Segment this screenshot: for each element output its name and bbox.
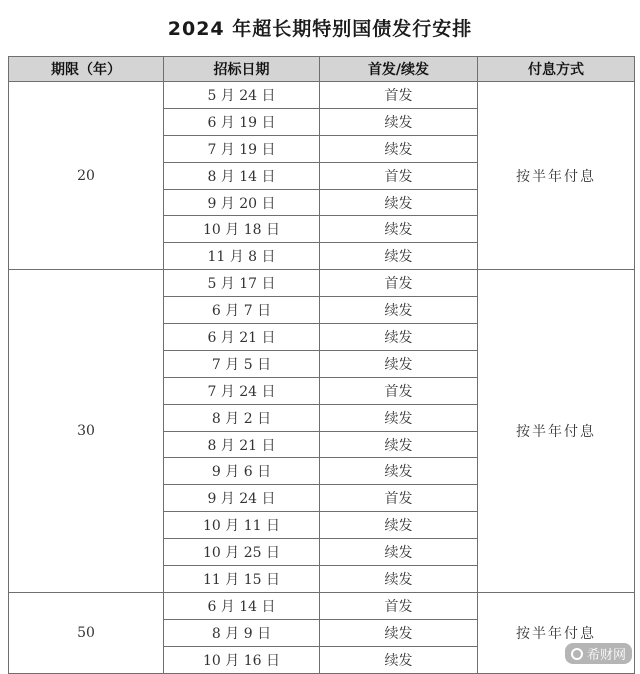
watermark <box>565 643 632 664</box>
date-cell: 10 月 16 日 <box>164 646 320 673</box>
payment-cell: 按半年付息 <box>478 270 635 593</box>
date-cell: 9 月 24 日 <box>164 485 320 512</box>
date-cell: 11 月 15 日 <box>164 566 320 593</box>
issue-type-cell: 续发 <box>320 646 478 673</box>
date-cell: 6 月 21 日 <box>164 324 320 351</box>
term-cell: 20 <box>9 82 164 270</box>
table-row <box>9 82 635 109</box>
date-cell: 6 月 7 日 <box>164 297 320 324</box>
circle-logo-icon <box>571 648 583 660</box>
bond-schedule-table <box>8 56 635 674</box>
watermark-text: 希财网 <box>586 648 626 663</box>
issue-type-cell: 续发 <box>320 458 478 485</box>
date-cell: 8 月 14 日 <box>164 162 320 189</box>
term-cell: 50 <box>9 592 164 673</box>
issue-type-cell: 续发 <box>320 619 478 646</box>
date-cell: 6 月 19 日 <box>164 108 320 135</box>
payment-cell: 按半年付息 <box>478 592 635 673</box>
date-cell: 7 月 19 日 <box>164 135 320 162</box>
header-payment: 付息方式 <box>478 57 635 82</box>
issue-type-cell: 续发 <box>320 431 478 458</box>
date-cell: 10 月 11 日 <box>164 512 320 539</box>
issue-type-cell: 续发 <box>320 512 478 539</box>
issue-type-cell: 续发 <box>320 566 478 593</box>
issue-type-cell: 续发 <box>320 404 478 431</box>
issue-type-cell: 首发 <box>320 82 478 109</box>
issue-type-cell: 首发 <box>320 270 478 297</box>
date-cell: 8 月 2 日 <box>164 404 320 431</box>
date-cell: 7 月 24 日 <box>164 377 320 404</box>
page-title: 2024 年超长期特别国债发行安排 <box>167 18 473 40</box>
header-type: 首发/续发 <box>320 57 478 82</box>
issue-type-cell: 首发 <box>320 162 478 189</box>
table-row <box>9 592 635 619</box>
date-cell: 11 月 8 日 <box>164 243 320 270</box>
table-body <box>9 82 635 674</box>
date-cell: 9 月 20 日 <box>164 189 320 216</box>
issue-type-cell: 续发 <box>320 539 478 566</box>
issue-type-cell: 续发 <box>320 350 478 377</box>
header-date: 招标日期 <box>164 57 320 82</box>
date-cell: 8 月 9 日 <box>164 619 320 646</box>
issue-type-cell: 续发 <box>320 243 478 270</box>
issue-type-cell: 续发 <box>320 108 478 135</box>
date-cell: 6 月 14 日 <box>164 592 320 619</box>
issue-type-cell: 续发 <box>320 216 478 243</box>
issue-type-cell: 首发 <box>320 592 478 619</box>
header-term: 期限（年） <box>9 57 164 82</box>
issue-type-cell: 续发 <box>320 135 478 162</box>
date-cell: 5 月 17 日 <box>164 270 320 297</box>
issue-type-cell: 首发 <box>320 377 478 404</box>
date-cell: 10 月 18 日 <box>164 216 320 243</box>
table-row <box>9 270 635 297</box>
date-cell: 10 月 25 日 <box>164 539 320 566</box>
issue-type-cell: 续发 <box>320 297 478 324</box>
date-cell: 8 月 21 日 <box>164 431 320 458</box>
table-header-row <box>9 57 635 82</box>
issue-type-cell: 首发 <box>320 485 478 512</box>
payment-cell: 按半年付息 <box>478 82 635 270</box>
date-cell: 5 月 24 日 <box>164 82 320 109</box>
issue-type-cell: 续发 <box>320 324 478 351</box>
term-cell: 30 <box>9 270 164 593</box>
issue-type-cell: 续发 <box>320 189 478 216</box>
date-cell: 7 月 5 日 <box>164 350 320 377</box>
date-cell: 9 月 6 日 <box>164 458 320 485</box>
